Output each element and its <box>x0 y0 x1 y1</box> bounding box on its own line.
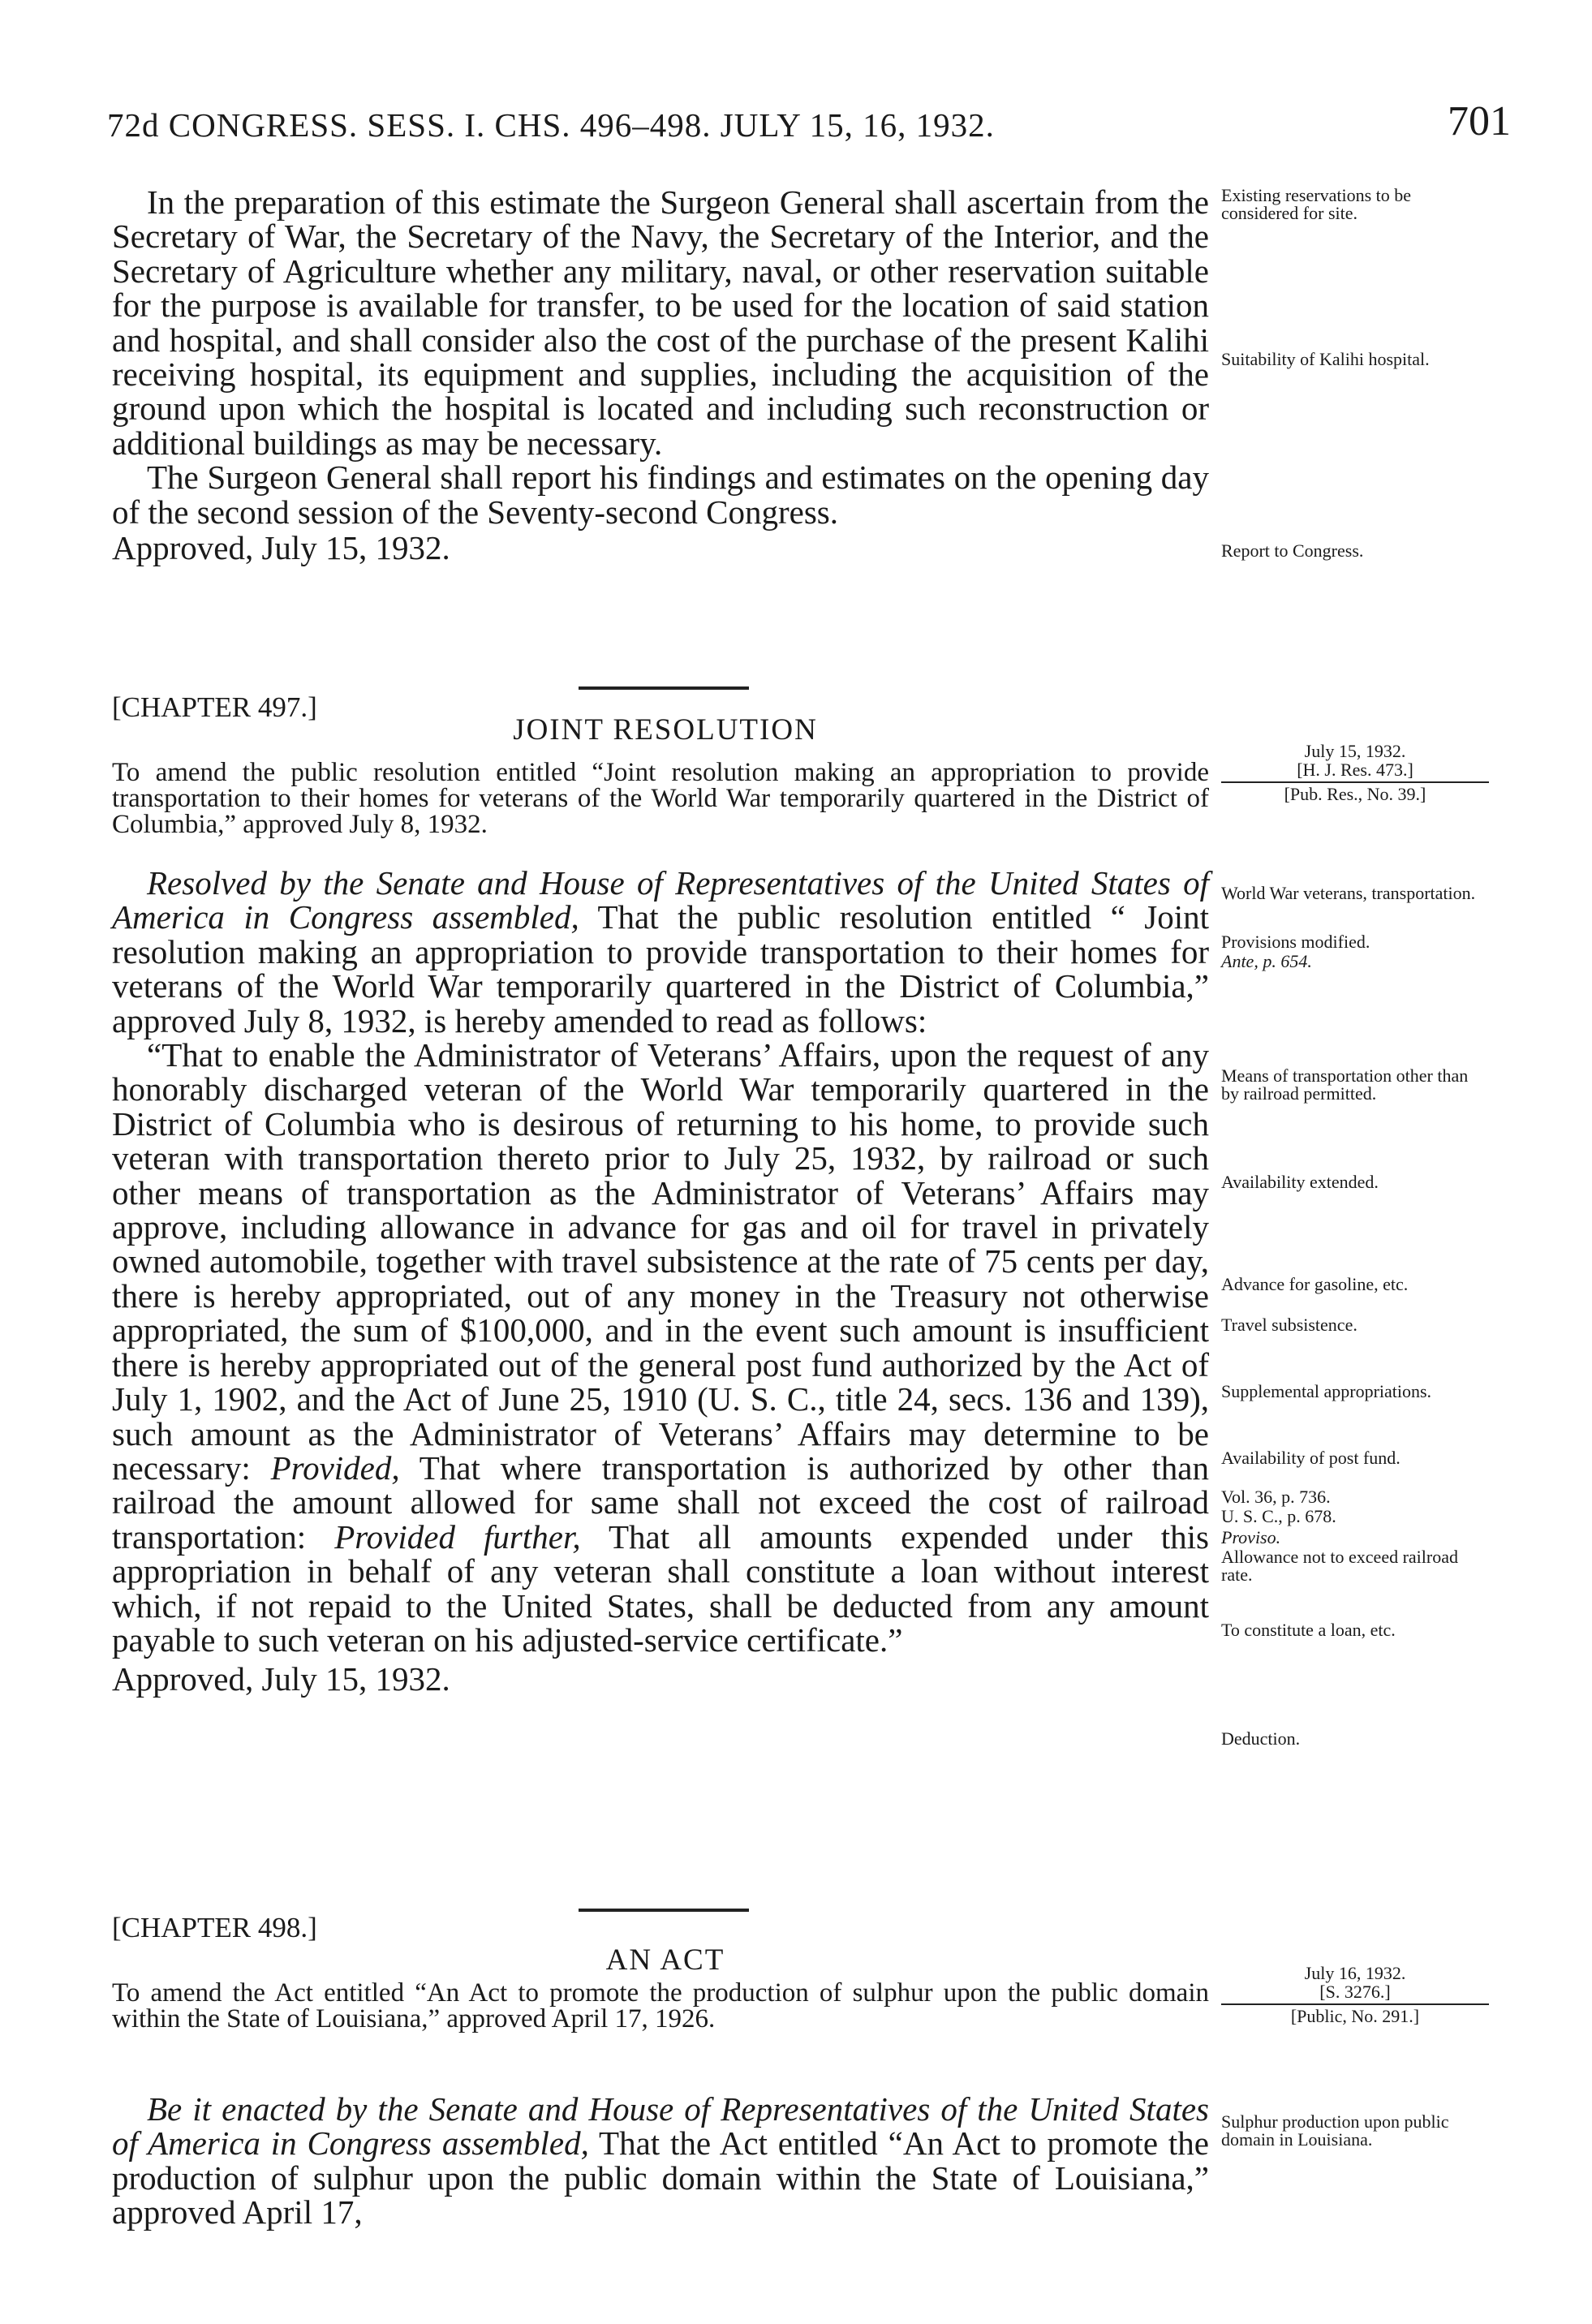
margin-note: Allowance not to exceed railroad rate. <box>1221 1547 1458 1585</box>
purpose-clause: To amend the public resolution entitled “Joint resolution making an appropriation to provide transportation to their homes for veterans of the World War temporarily quartered in the District of Columbia,” approved July 8, 1932. <box>112 758 1209 839</box>
purpose-clause: To amend the Act entitled “An Act to promote the production of sulphur upon the public domain within the State of Louisiana,” approved April 17, 1926. <box>112 1978 1209 2034</box>
chapter-number: [CHAPTER 498.] <box>112 1912 317 1943</box>
enacting-text: That the public resolution entitled “ Joint resolution making an appropriation to provide transportation to their homes for veterans of the World War temporarily quartered in the District of Columbia,” approved July 8, 1932, is hereby amended to read as follows: <box>112 898 1210 1039</box>
amended-text-part-b: That where transportation is authorized by other than railroad the amount allowed for same shall not exceed the cost of railroad transportation: <box>112 1448 1209 1556</box>
enacting-clause <box>112 866 1209 1038</box>
margin-note <box>1221 1529 1489 1547</box>
section-heading: JOINT RESOLUTION <box>513 713 818 747</box>
margin-note: Means of transportation other than by railroad permitted. <box>1221 1065 1469 1104</box>
margin-note: Availability extended. <box>1221 1172 1379 1192</box>
margin-note: World War veterans, transportation. <box>1221 883 1476 903</box>
margin-note: Supplemental appropriations. <box>1221 1381 1432 1401</box>
proviso-word: Provided, <box>270 1448 400 1487</box>
cross-reference: Ante, p. 654. <box>1221 951 1312 971</box>
paragraph-estimate: In the preparation of this estimate the Surgeon General shall ascertain from the Secretary of War, the Secretary of the Navy, the Secretary of the Interior, and the Secretary of Agriculture whether any military, naval, or other reservation suitable for the purpose is available for transfer, to be used for the location of said station and hospital, and shall consider also the cost of the purchase of the present Kalihi receiving hospital, its equipment and supplies, including the acquisition of the ground upon which the hospital is located and including such reconstruction or additional buildings as may be necessary. <box>112 183 1209 462</box>
running-header <box>107 97 1511 154</box>
margin-note: Report to Congress. <box>1221 540 1364 561</box>
citation-rule <box>1221 781 1489 783</box>
bill-citation <box>1221 1964 1489 2025</box>
bill-number: [H. J. Res. 473.] <box>1297 760 1413 780</box>
public-law-number: [Public, No. 291.] <box>1290 2006 1420 2026</box>
margin-note: To constitute a loan, etc. <box>1221 1620 1396 1640</box>
margin-note: Advance for gasoline, etc. <box>1221 1274 1409 1294</box>
citation-rule <box>1221 2003 1489 2005</box>
margin-note <box>1221 953 1489 970</box>
amended-text <box>112 1038 1209 1657</box>
section-divider <box>579 1909 749 1912</box>
public-law-number: [Pub. Res., No. 39.] <box>1284 784 1426 804</box>
chapter-496-body <box>112 185 1209 565</box>
header-session-info: 72d CONGRESS. SESS. I. CHS. 496–498. JULY 15, 16, 1932. <box>107 106 995 144</box>
margin-note: Travel subsistence. <box>1221 1315 1358 1335</box>
margin-note: Existing reservations to be considered for site. <box>1221 185 1412 223</box>
enacting-formula: Be it enacted by the Senate and House of Representatives of the United States of America in Congress assembled, <box>112 2090 1209 2163</box>
chapter-number: [CHAPTER 497.] <box>112 691 317 723</box>
enacting-formula: Resolved by the Senate and House of Representatives of the United States of America in Congress assembled, <box>112 864 1209 936</box>
margin-note: Sulphur production upon public domain in Louisiana. <box>1221 2111 1449 2150</box>
margin-note: Suitability of Kalihi hospital. <box>1221 349 1430 369</box>
approval-line: Approved, July 15, 1932. <box>112 1660 450 1698</box>
chapter-498-body <box>112 2092 1209 2230</box>
enacting-clause <box>112 2092 1209 2230</box>
bill-number: [S. 3276.] <box>1319 1982 1391 2002</box>
paragraph-report: The Surgeon General shall report his findings and estimates on the opening day of the second session of the Seventy-second Congress. <box>112 458 1209 531</box>
proviso-label: Proviso. <box>1221 1527 1281 1547</box>
chapter-497-body <box>112 866 1209 1697</box>
section-heading: AN ACT <box>605 1943 725 1977</box>
enacting-text: That the Act entitled “An Act to promote the production of sulphur upon the public domain within the State of Louisiana,” approved April 17, <box>112 2124 1209 2231</box>
bill-citation <box>1221 742 1489 803</box>
proviso-further-word: Provided further, <box>334 1517 581 1556</box>
page-number: 701 <box>1448 98 1511 144</box>
amended-text-part-a: “That to enable the Administrator of Veterans’ Affairs, upon the request of any honorably discharged veteran of the World War temporarily quartered in the District of Columbia who is desirous of returning to his home, to provide such veteran with transportation thereto prior to July 25, 1932, by railroad or such other means of transportation as the Administrator of Veterans’ Affairs may approve, including allowance in advance for gas and oil for travel in privately owned automobile, together with travel subsistence at the rate of 75 cents per day, there is hereby appropriated, out of any money in the Treasury not otherwise appropriated, the sum of $100,000, and in the event such amount is insufficient there is hereby appropriated out of the general post fund authorized by the Act of July 1, 1902, and the Act of June 25, 1910 (U. S. C., title 24, secs. 136 and 139), such amount as the Administrator of Veterans’ Affairs may determine to be necessary: <box>112 1036 1209 1487</box>
approval-line: Approved, July 15, 1932. <box>112 529 450 567</box>
amended-text-part-c: That all amounts expended under this appropriation in behalf of any veteran shall constitute a loan without interest which, if not repaid to the United States, shall be deducted from any amount payable to such veteran on his adjusted-service certificate.” <box>112 1517 1209 1659</box>
enactment-date: July 15, 1932. <box>1304 741 1406 761</box>
margin-note: Provisions modified. <box>1221 932 1370 952</box>
margin-note: Availability of post fund. <box>1221 1448 1401 1468</box>
margin-note: Deduction. <box>1221 1728 1301 1749</box>
margin-note: U. S. C., p. 678. <box>1221 1506 1336 1526</box>
section-divider <box>579 686 749 690</box>
enactment-date: July 16, 1932. <box>1304 1963 1406 1983</box>
margin-note: Vol. 36, p. 736. <box>1221 1487 1331 1507</box>
